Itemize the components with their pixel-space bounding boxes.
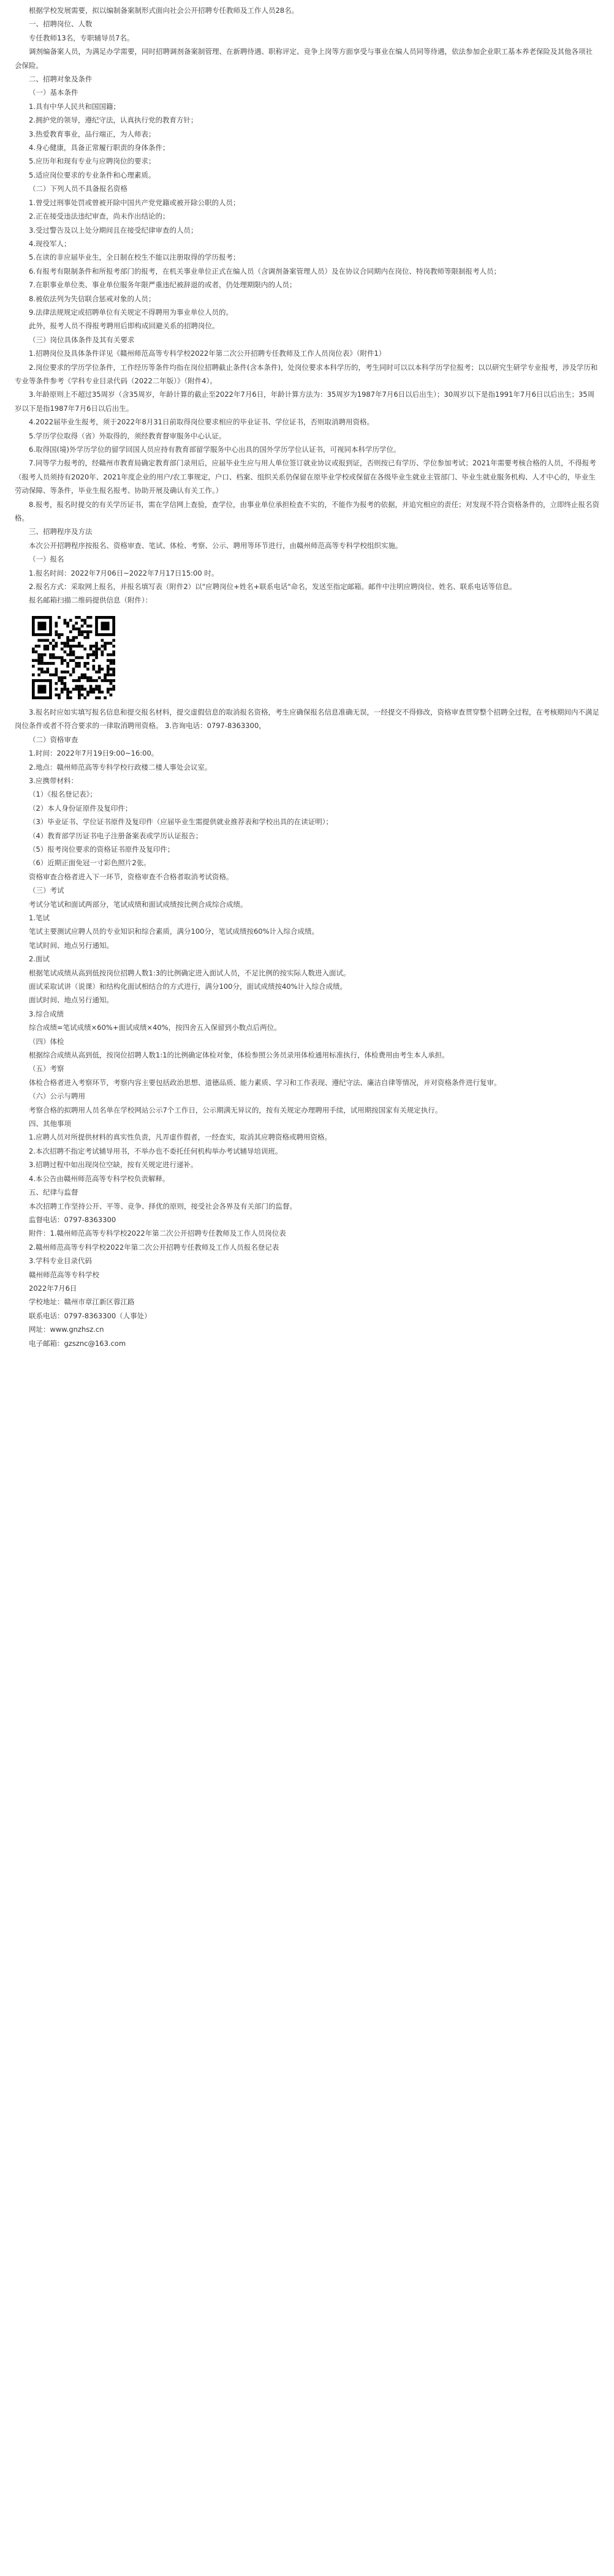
paragraph: 1.报名时间：2022年7月06日~2022年7月17日15:00 时。 xyxy=(29,568,219,577)
paragraph: 附件：1.赣州师范高等专科学校2022年第二次公开招聘专任教师及工作人员岗位表 xyxy=(29,1229,286,1238)
paragraph: 3.招聘过程中如出现岗位空缺，按有关规定进行递补。 xyxy=(29,1160,198,1170)
paragraph: （5）报考岗位要求的资格证书原件及复印件； xyxy=(29,844,175,854)
paragraph: 3.年龄原则上不超过35周岁（含35周岁，年龄计算的截止至2022年7月6日，年龄计算方法为：35周岁为1987年7月6日以后出生）；30周岁以下是指1991年7月6日以后出生；35周岁以下是指1987年7月6日以后出生。 xyxy=(15,390,595,413)
qr-code-block xyxy=(15,607,599,705)
paragraph: 2.正在接受违法违纪审查，尚未作出结论的； xyxy=(29,212,170,221)
paragraph: 1.应聘人员对所提供材料的真实性负责，凡弄虚作假者，一经查实，取消其应聘资格或聘用资格。 xyxy=(29,1133,332,1142)
paragraph: （1）《报名登记表》； xyxy=(29,790,97,799)
paragraph: （四）体检 xyxy=(29,1037,64,1046)
paragraph: 3.受过警告及以上处分期间且在接受纪律审查的人员； xyxy=(29,225,198,235)
paragraph: （3）毕业证书、学位证书原件及复印件（应届毕业生需提供就业推荐表和学校出具的在读证明）； xyxy=(29,817,333,827)
paragraph: （五）考察 xyxy=(29,1064,64,1073)
paragraph: （一）基本条件 xyxy=(29,88,78,97)
paragraph: 3.应携带材料： xyxy=(29,776,78,785)
paragraph: 二、招聘对象及条件 xyxy=(29,75,93,84)
paragraph: 2.面试 xyxy=(29,955,50,964)
paragraph: 面试采取试讲（说课）和结构化面试相结合的方式进行，满分100分，面试成绩按40%计入综合成绩。 xyxy=(29,982,347,991)
notice-body-top xyxy=(15,4,599,607)
paragraph: （二）资格审查 xyxy=(29,735,78,744)
paragraph: 3.热爱教育事业，品行端正，为人师表； xyxy=(29,129,156,138)
paragraph: （三）考试 xyxy=(29,886,64,895)
paragraph: 2.本次招聘不指定考试辅导用书，不举办也不委托任何机构举办考试辅导培训班。 xyxy=(29,1146,282,1155)
paragraph: 1.招聘岗位及具体条件详见《赣州师范高等专科学校2022年第二次公开招聘专任教师及工作人员岗位表》（附件1） xyxy=(29,349,386,358)
paragraph: 2022年7月6日 xyxy=(29,1283,77,1293)
paragraph: 8.报考，报名时提交的有关学历证书，需在学信网上查验，查学位，由事业单位承担检查不实的，不能作为报考的依据，并追究相应的责任；对发现不符合资格条件的，立即终止报名资格。 xyxy=(15,500,599,523)
paragraph: 6.有报考有限制条件和所报考部门的报考，在机关事业单位正式在编人员（含调剂备案管理人员）及在协议合同期内在岗位、特岗教师等限制报考人员； xyxy=(29,266,501,276)
paragraph: 2.报名方式：采取网上报名，并报名填写表（附件2）以"应聘岗位+姓名+联系电话"命名，发送至指定邮箱。邮件中注明应聘岗位、姓名、联系电话等信息。 xyxy=(29,582,517,591)
paragraph: 四、其他事项 xyxy=(29,1119,71,1128)
paragraph: 联系电话：0797-8363300（人事处） xyxy=(29,1311,151,1320)
paragraph: 4.2022届毕业生报考，须于2022年8月31日前取得岗位要求相应的毕业证书、学位证书，否则取消聘用资格。 xyxy=(29,418,374,427)
paragraph: 监督电话：0797-8363300 xyxy=(29,1215,116,1224)
paragraph: 3.综合成绩 xyxy=(29,1009,64,1018)
paragraph: 体检合格者进入考察环节，考察内容主要包括政治思想、道德品质、能力素质、学习和工作表现、遵纪守法、廉洁自律等情况，并对资格条件进行复审。 xyxy=(29,1078,501,1087)
paragraph: 7.在职事业单位类、事业单位服务年限严重违纪被辞退的或者，仍处理期限内的人员； xyxy=(29,280,297,290)
paragraph: （4）教育部学历证书电子注册备案表或学历认证报告； xyxy=(29,831,203,840)
paragraph: 考察合格的拟聘用人员名单在学校网站公示7个工作日，公示期满无异议的，按有关规定办理聘用手续，试用期按国家有关规定执行。 xyxy=(29,1105,442,1114)
paragraph: （二）下列人员不具备报名资格 xyxy=(29,184,127,193)
paragraph: 学校地址：赣州市章江新区蓉江路 xyxy=(29,1297,135,1307)
qr-code-icon xyxy=(32,616,115,699)
paragraph: （六）公示与聘用 xyxy=(29,1092,85,1101)
paragraph: 9.法律法规规定或招聘单位有关规定不得聘用为事业单位人员的。 xyxy=(29,307,233,317)
paragraph: 3.学科专业目录代码 xyxy=(29,1256,92,1266)
paragraph: 赣州师范高等专科学校 xyxy=(29,1270,99,1279)
paragraph: 笔试时间、地点另行通知。 xyxy=(29,941,113,950)
paragraph: 本次招聘工作坚持公开、平等、竞争、择优的原则，接受社会各界及有关部门的监督。 xyxy=(29,1201,297,1211)
paragraph: 5.学历学位取得（省）外取得的，须经教育督审服务中心认证。 xyxy=(29,431,226,440)
paragraph: 调剂编备案人员，为满足办学需要，同时招聘调剂备案制管理、在新聘待遇、职称评定、竞争上岗等方面享受与事业在编人员同等待遇，依法参加企业职工基本养老保险及其他各项社会保险。 xyxy=(15,47,593,70)
paragraph: 一、招聘岗位、人数 xyxy=(29,20,93,29)
paragraph: 3.报名时应如实填写报名信息和提交报名材料，提交虚假信息的取消报名资格，考生应确保报名信息准确无误，一经提交不得修改，资格审查贯穿整个招聘全过程，在考核期间内不满足岗位条件或者不符合要求的一律取消聘用资格。 3.咨询电话：0797-8363300， xyxy=(15,707,599,730)
paragraph: 8.被依法列为失信联合惩戒对象的人员； xyxy=(29,294,156,303)
paragraph: 根据学校发展需要，拟以编制备案制形式面向社会公开招聘专任教师及工作人员28名。 xyxy=(29,6,299,15)
paragraph: 此外，报考人员不得报考聘用后即构成回避关系的招聘岗位。 xyxy=(29,321,219,331)
paragraph: 5.适应岗位要求的专业条件和心理素质。 xyxy=(29,170,156,179)
paragraph: 根据综合成绩从高到低，按岗位招聘人数1:1的比例确定体检对象，体检参照公务员录用体检通用标准执行，体检费用由考生本人承担。 xyxy=(29,1051,449,1060)
paragraph: （一）报名 xyxy=(29,555,64,564)
paragraph: 报名邮箱扫描二维码提供信息（附件）： xyxy=(29,596,153,605)
paragraph: 2.地点：赣州师范高等专科学校行政楼二楼人事处会议室。 xyxy=(29,762,212,772)
paragraph: 综合成绩=笔试成绩×60%+面试成绩×40%，按四舍五入保留到小数点后两位。 xyxy=(29,1023,281,1032)
paragraph: 4.本公告由赣州师范高等专科学校负责解释。 xyxy=(29,1174,170,1183)
paragraph: 考试分笔试和面试两部分，笔试成绩和面试成绩按比例合成综合成绩。 xyxy=(29,899,248,909)
paragraph: 7.同等学力报考的，经赣州市教育局确定教育部门录用后，应届毕业生应与用人单位签订就业协议或报到证，否则按已有学历、学位参加考试；2021年需要考核合格的人员，不得报考（报考人员须持有2020年、2021年度企业的用户/农工事规定，户口、档案、组织关系仍保留在原毕业学校或保留在各级毕业生就业主管部门、毕业生就业服务机构、人才中心的，毕业生劳动保障、等条件，毕业生报名报考、协助开展及确认有关工作。） xyxy=(15,459,596,495)
paragraph: 1.时间：2022年7月19日9:00~16:00。 xyxy=(29,749,159,758)
paragraph: 本次公开招聘程序按报名、资格审查、笔试、体检、考察、公示、聘用等环节进行，由赣州师范高等专科学校组织实施。 xyxy=(29,541,403,550)
paragraph: 网址：www.gnzhsz.cn xyxy=(29,1325,104,1334)
paragraph: 4.身心健康，具备正常履行职责的身体条件； xyxy=(29,143,170,152)
paragraph: 6.取得国(境)外学历学位的留学回国人员应持有教育部留学服务中心出具的国外学历学位认证书，可视同本科学历学位。 xyxy=(29,445,401,454)
paragraph: 根据笔试成绩从高到低按岗位招聘人数1:3的比例确定进入面试人员，不足比例的按实际人数进入面试。 xyxy=(29,968,351,977)
paragraph: 1.具有中华人民共和国国籍； xyxy=(29,102,120,111)
paragraph: 2.岗位要求的学历学位条件，工作经历等条件均指在岗位招聘截止条件(含本条件)，处岗位要求本科学历的，考生同时可以以本科学历学位报考；以以研究生研学专业报考，涉及学历和专业等条件参考《学科专业目录代码（2022二年版）》（附件4）。 xyxy=(15,362,598,385)
paragraph: 1.笔试 xyxy=(29,913,50,922)
paragraph: 4.现役军人； xyxy=(29,239,71,248)
paragraph: 5.应历年和现有专业与应聘岗位的要求； xyxy=(29,157,156,166)
paragraph: 资格审查合格者进入下一环节，资格审查不合格者取消考试资格。 xyxy=(29,872,233,881)
paragraph: 2.赣州师范高等专科学校2022年第二次公开招聘专任教师及工作人员报名登记表 xyxy=(29,1242,279,1252)
paragraph: 三、招聘程序及方法 xyxy=(29,527,93,536)
paragraph: 五、纪律与监督 xyxy=(29,1188,78,1197)
paragraph: 1.曾受过刑事处罚或曾被开除中国共产党党籍或被开除公职的人员； xyxy=(29,198,240,207)
paragraph: 专任教师13名，专职辅导员7名。 xyxy=(29,33,134,42)
paragraph: 面试时间、地点另行通知。 xyxy=(29,996,113,1005)
paragraph: 电子邮箱：gzsznc@163.com xyxy=(29,1339,126,1348)
paragraph: 2.拥护党的领导，遵纪守法，认真执行党的教育方针； xyxy=(29,116,198,125)
paragraph: 5.在读的非应届毕业生，全日制在校生不能以注册取得的学历报考； xyxy=(29,253,240,262)
paragraph: （三）岗位具体条件及其有关要求 xyxy=(29,335,135,344)
paragraph: （6）近期正面免冠一寸彩色照片2张。 xyxy=(29,858,151,868)
paragraph: （2）本人身份证原件及复印件； xyxy=(29,803,132,813)
notice-body-bottom xyxy=(15,705,599,1350)
paragraph: 笔试主要测试应聘人员的专业知识和综合素质，满分100分，笔试成绩按60%计入综合成绩。 xyxy=(29,927,319,936)
